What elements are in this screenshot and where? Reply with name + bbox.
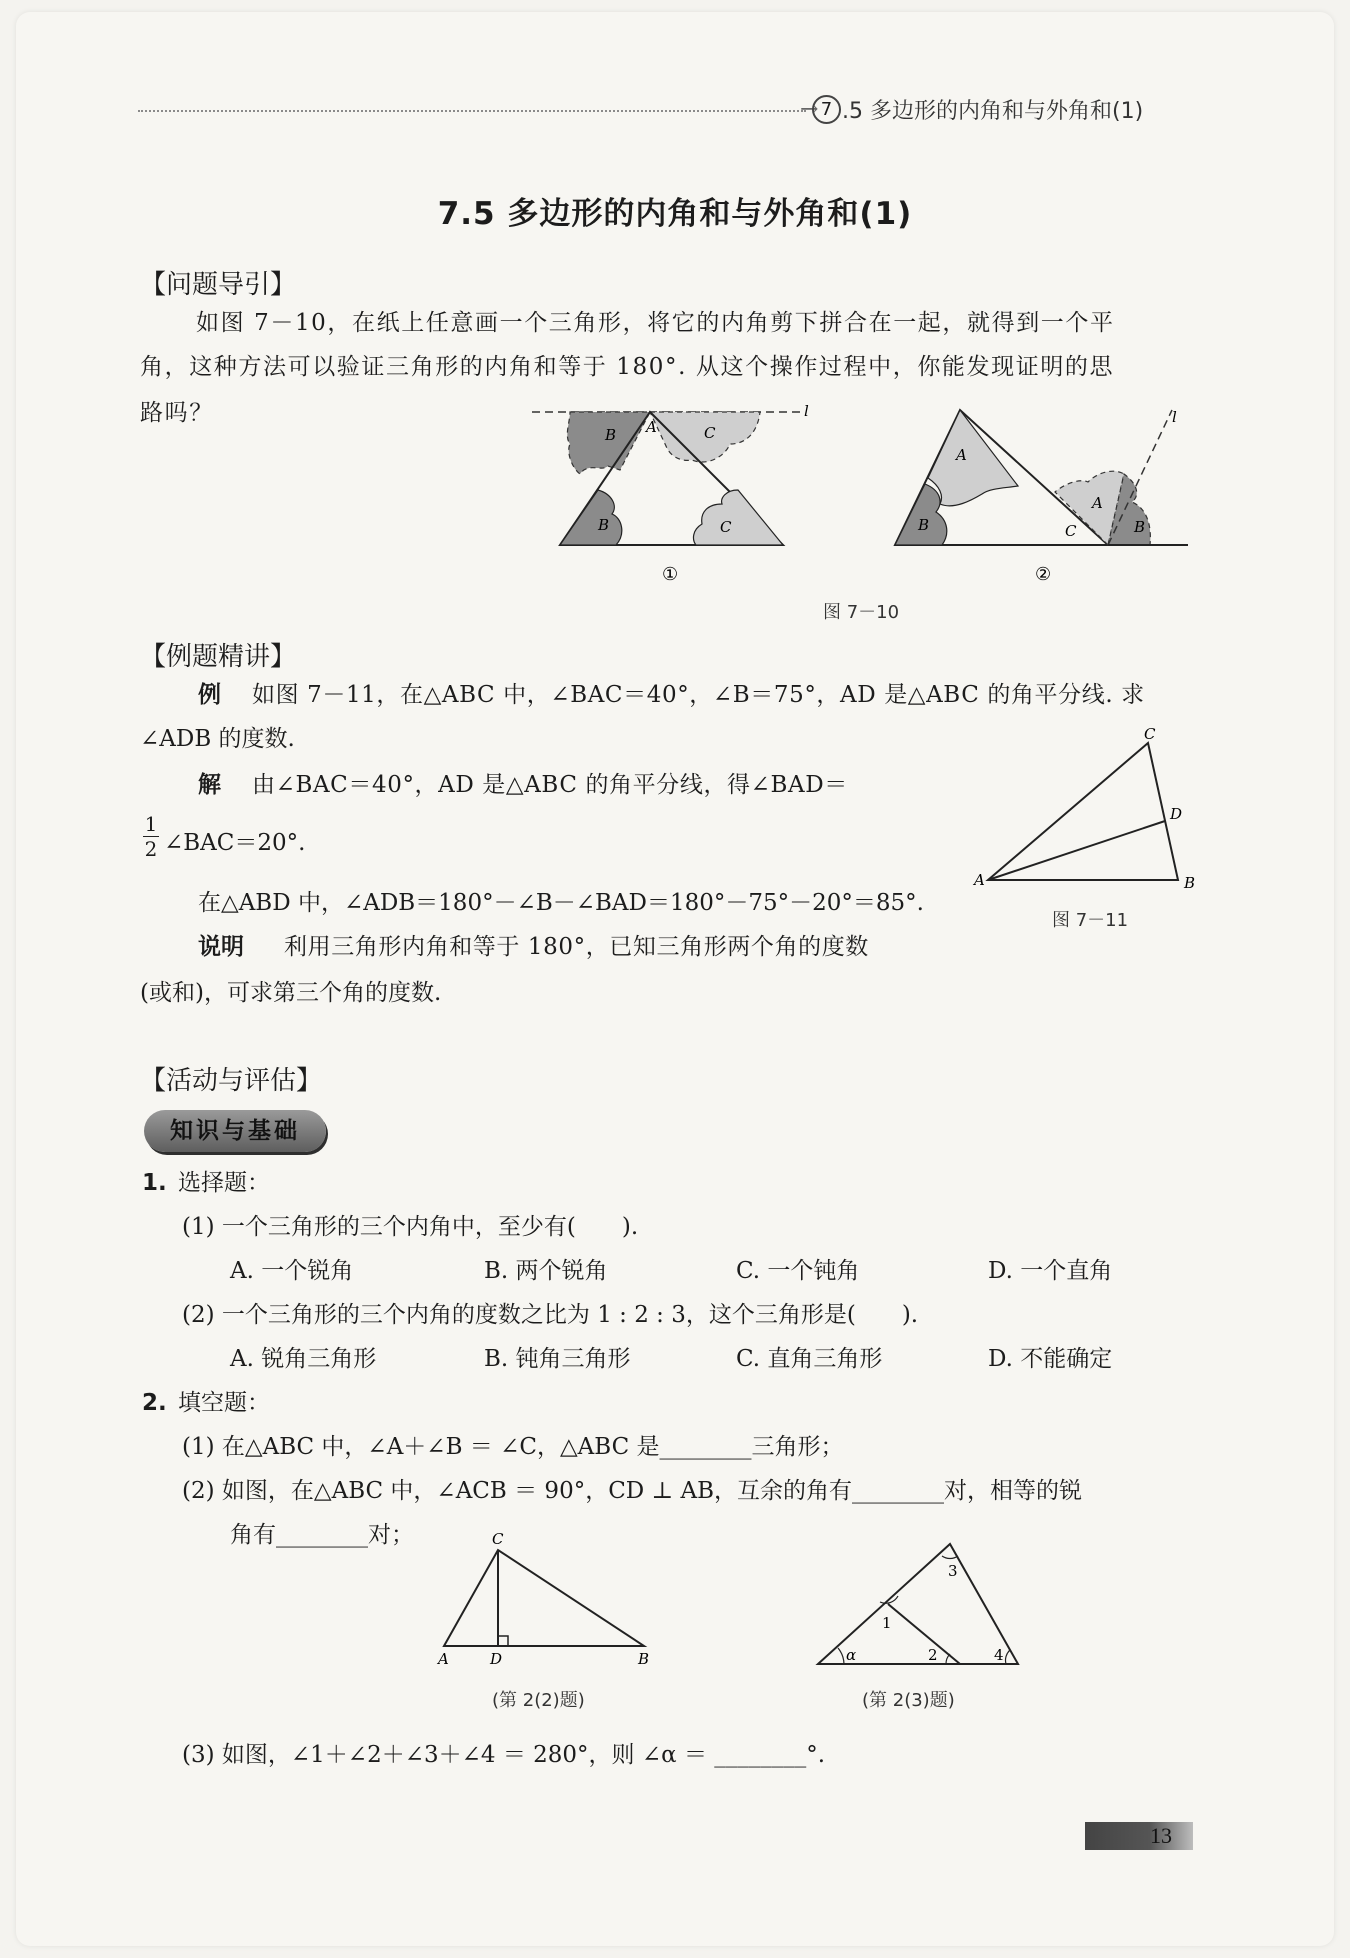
q1-2-text: (2) 一个三角形的三个内角的度数之比为 1 : 2 : 3，这个三角形是( ). [182, 1302, 919, 1328]
label-A-inner: A [956, 446, 967, 464]
figure-q2-3-caption: (第 2(3)题) [862, 1690, 955, 1711]
activity-heading: 【活动与评估】 [140, 1066, 323, 1096]
solution-text-line1: 由∠BAC＝40°，AD 是△ABC 的角平分线，得∠BAD＝ [252, 772, 848, 798]
piece-C-bottom [694, 490, 783, 545]
label-C-bottom: C [720, 518, 732, 536]
guide-text-line1: 如图 7－10，在纸上任意画一个三角形，将它的内角剪下拼合在一起，就得到一个平 [196, 310, 1115, 336]
label-l-2: l [1172, 408, 1177, 426]
angle-arc-alpha [838, 1648, 844, 1664]
page-number: 13 [1150, 1823, 1172, 1848]
label-D-q22: D [490, 1650, 503, 1668]
q1-2-option-a: A. 锐角三角形 [230, 1346, 377, 1372]
q1-1-option-c: C. 一个钝角 [736, 1258, 860, 1284]
q2-title: 填空题： [178, 1390, 270, 1416]
label-A-outer: A [1092, 494, 1103, 512]
example-text-line1: 如图 7－11，在△ABC 中，∠BAC＝40°，∠B＝75°，AD 是△ABC 的角平分线. 求 [252, 682, 1145, 708]
example-text-line2: ∠ADB 的度数. [140, 726, 295, 752]
q1-2-option-b: B. 钝角三角形 [484, 1346, 631, 1372]
figure-q2-2 [430, 1528, 660, 1668]
q1-1-text: (1) 一个三角形的三个内角中，至少有( ). [182, 1214, 639, 1240]
solution-text-line2: ∠BAC＝20°. [164, 830, 306, 856]
label-B-top: B [605, 426, 617, 444]
guide-text-line2: 角，这种方法可以验证三角形的内角和等于 180°. 从这个操作过程中，你能发现证明的思 [140, 354, 1115, 380]
label-B-q22: B [638, 1650, 650, 1668]
note-text-line1: 利用三角形内角和等于 180°，已知三角形两个角的度数 [284, 934, 869, 960]
note-text-line2: (或和)，可求第三个角的度数. [140, 980, 442, 1006]
right-angle-mark [498, 1636, 508, 1646]
bisector-ad [988, 821, 1165, 880]
label-C-inner: C [1065, 522, 1077, 540]
figure-7-11 [970, 725, 1210, 895]
section-title: 7.5 多边形的内角和与外角和(1) [437, 196, 913, 232]
fraction-denominator: 2 [144, 837, 158, 861]
label-B-bottom: B [598, 516, 610, 534]
q2-2-text-line2: 角有________对； [230, 1522, 414, 1548]
q1-number: 1. [142, 1170, 167, 1196]
q2-3-text: (3) 如图，∠1＋∠2＋∠3＋∠4 ＝ 280°，则 ∠α ＝ ________°. [182, 1742, 826, 1768]
label-angle-3: 3 [948, 1562, 958, 1580]
running-header: .5 多边形的内角和与外角和(1) [842, 99, 1144, 124]
figure-7-10-caption: 图 7－10 [823, 602, 900, 623]
label-B: B [1184, 874, 1196, 892]
figure-q2-3 [810, 1536, 1030, 1676]
q1-2-option-c: C. 直角三角形 [736, 1346, 883, 1372]
angle-arc-2 [946, 1654, 950, 1664]
guide-text-line3: 路吗？ [140, 400, 214, 426]
label-alpha: α [846, 1646, 857, 1664]
q1-1-option-b: B. 两个锐角 [484, 1258, 608, 1284]
fraction-one-half [143, 812, 159, 861]
q1-1-option-a: A. 一个锐角 [230, 1258, 354, 1284]
piece-A-inner [928, 410, 1018, 506]
figure-7-10 [520, 400, 1200, 630]
angle-arc-3 [942, 1556, 958, 1559]
label-A-top: A [646, 418, 657, 436]
label-A: A [974, 871, 985, 889]
q1-1-option-d: D. 一个直角 [988, 1258, 1113, 1284]
chapter-number-badge: 7 [812, 95, 841, 124]
triangle-abc-q22 [444, 1550, 644, 1646]
label-D: D [1170, 805, 1183, 823]
piece-B-inner [895, 484, 947, 545]
example-heading: 【例题精讲】 [140, 642, 297, 672]
triangle-abc [988, 743, 1178, 880]
knowledge-basics-badge [144, 1110, 326, 1152]
label-C-q22: C [492, 1530, 504, 1548]
header-arrow-icon: → [800, 97, 819, 122]
label-angle-4: 4 [994, 1646, 1004, 1664]
q1-2-option-d: D. 不能确定 [988, 1346, 1113, 1372]
q2-1-text: (1) 在△ABC 中，∠A＋∠B ＝ ∠C，△ABC 是________三角形； [182, 1434, 844, 1460]
fraction-numerator: 1 [144, 812, 158, 836]
sub-caption-2: ② [1035, 564, 1052, 585]
q2-2-text-line1: (2) 如图，在△ABC 中，∠ACB ＝ 90°，CD ⊥ AB，互余的角有________对，相等的锐 [182, 1478, 1082, 1504]
label-angle-2: 2 [928, 1646, 938, 1664]
figure-7-11-caption: 图 7－11 [1052, 910, 1129, 931]
guide-heading: 【问题导引】 [140, 270, 297, 300]
page-number-bar [1085, 1822, 1193, 1850]
q2-number: 2. [142, 1390, 167, 1416]
label-C-top: C [704, 424, 716, 442]
note-label: 说明 [198, 934, 244, 960]
solution-label: 解 [198, 772, 221, 798]
solution-text-line3: 在△ABD 中，∠ADB＝180°－∠B－∠BAD＝180°－75°－20°＝85°. [198, 890, 924, 916]
example-label: 例 [198, 682, 221, 708]
badge-label: 知识与基础 [170, 1118, 300, 1144]
angle-arc-4 [1005, 1650, 1010, 1664]
label-angle-1: 1 [882, 1614, 892, 1632]
label-l-1: l [804, 402, 809, 420]
label-B-outer: B [1134, 518, 1146, 536]
figure-q2-2-caption: (第 2(2)题) [492, 1690, 585, 1711]
q1-title: 选择题： [178, 1170, 270, 1196]
sub-caption-1: ① [662, 564, 679, 585]
label-A-q22: A [438, 1650, 449, 1668]
header-rule [138, 110, 806, 112]
label-B-inner: B [918, 516, 930, 534]
label-C: C [1144, 725, 1156, 743]
